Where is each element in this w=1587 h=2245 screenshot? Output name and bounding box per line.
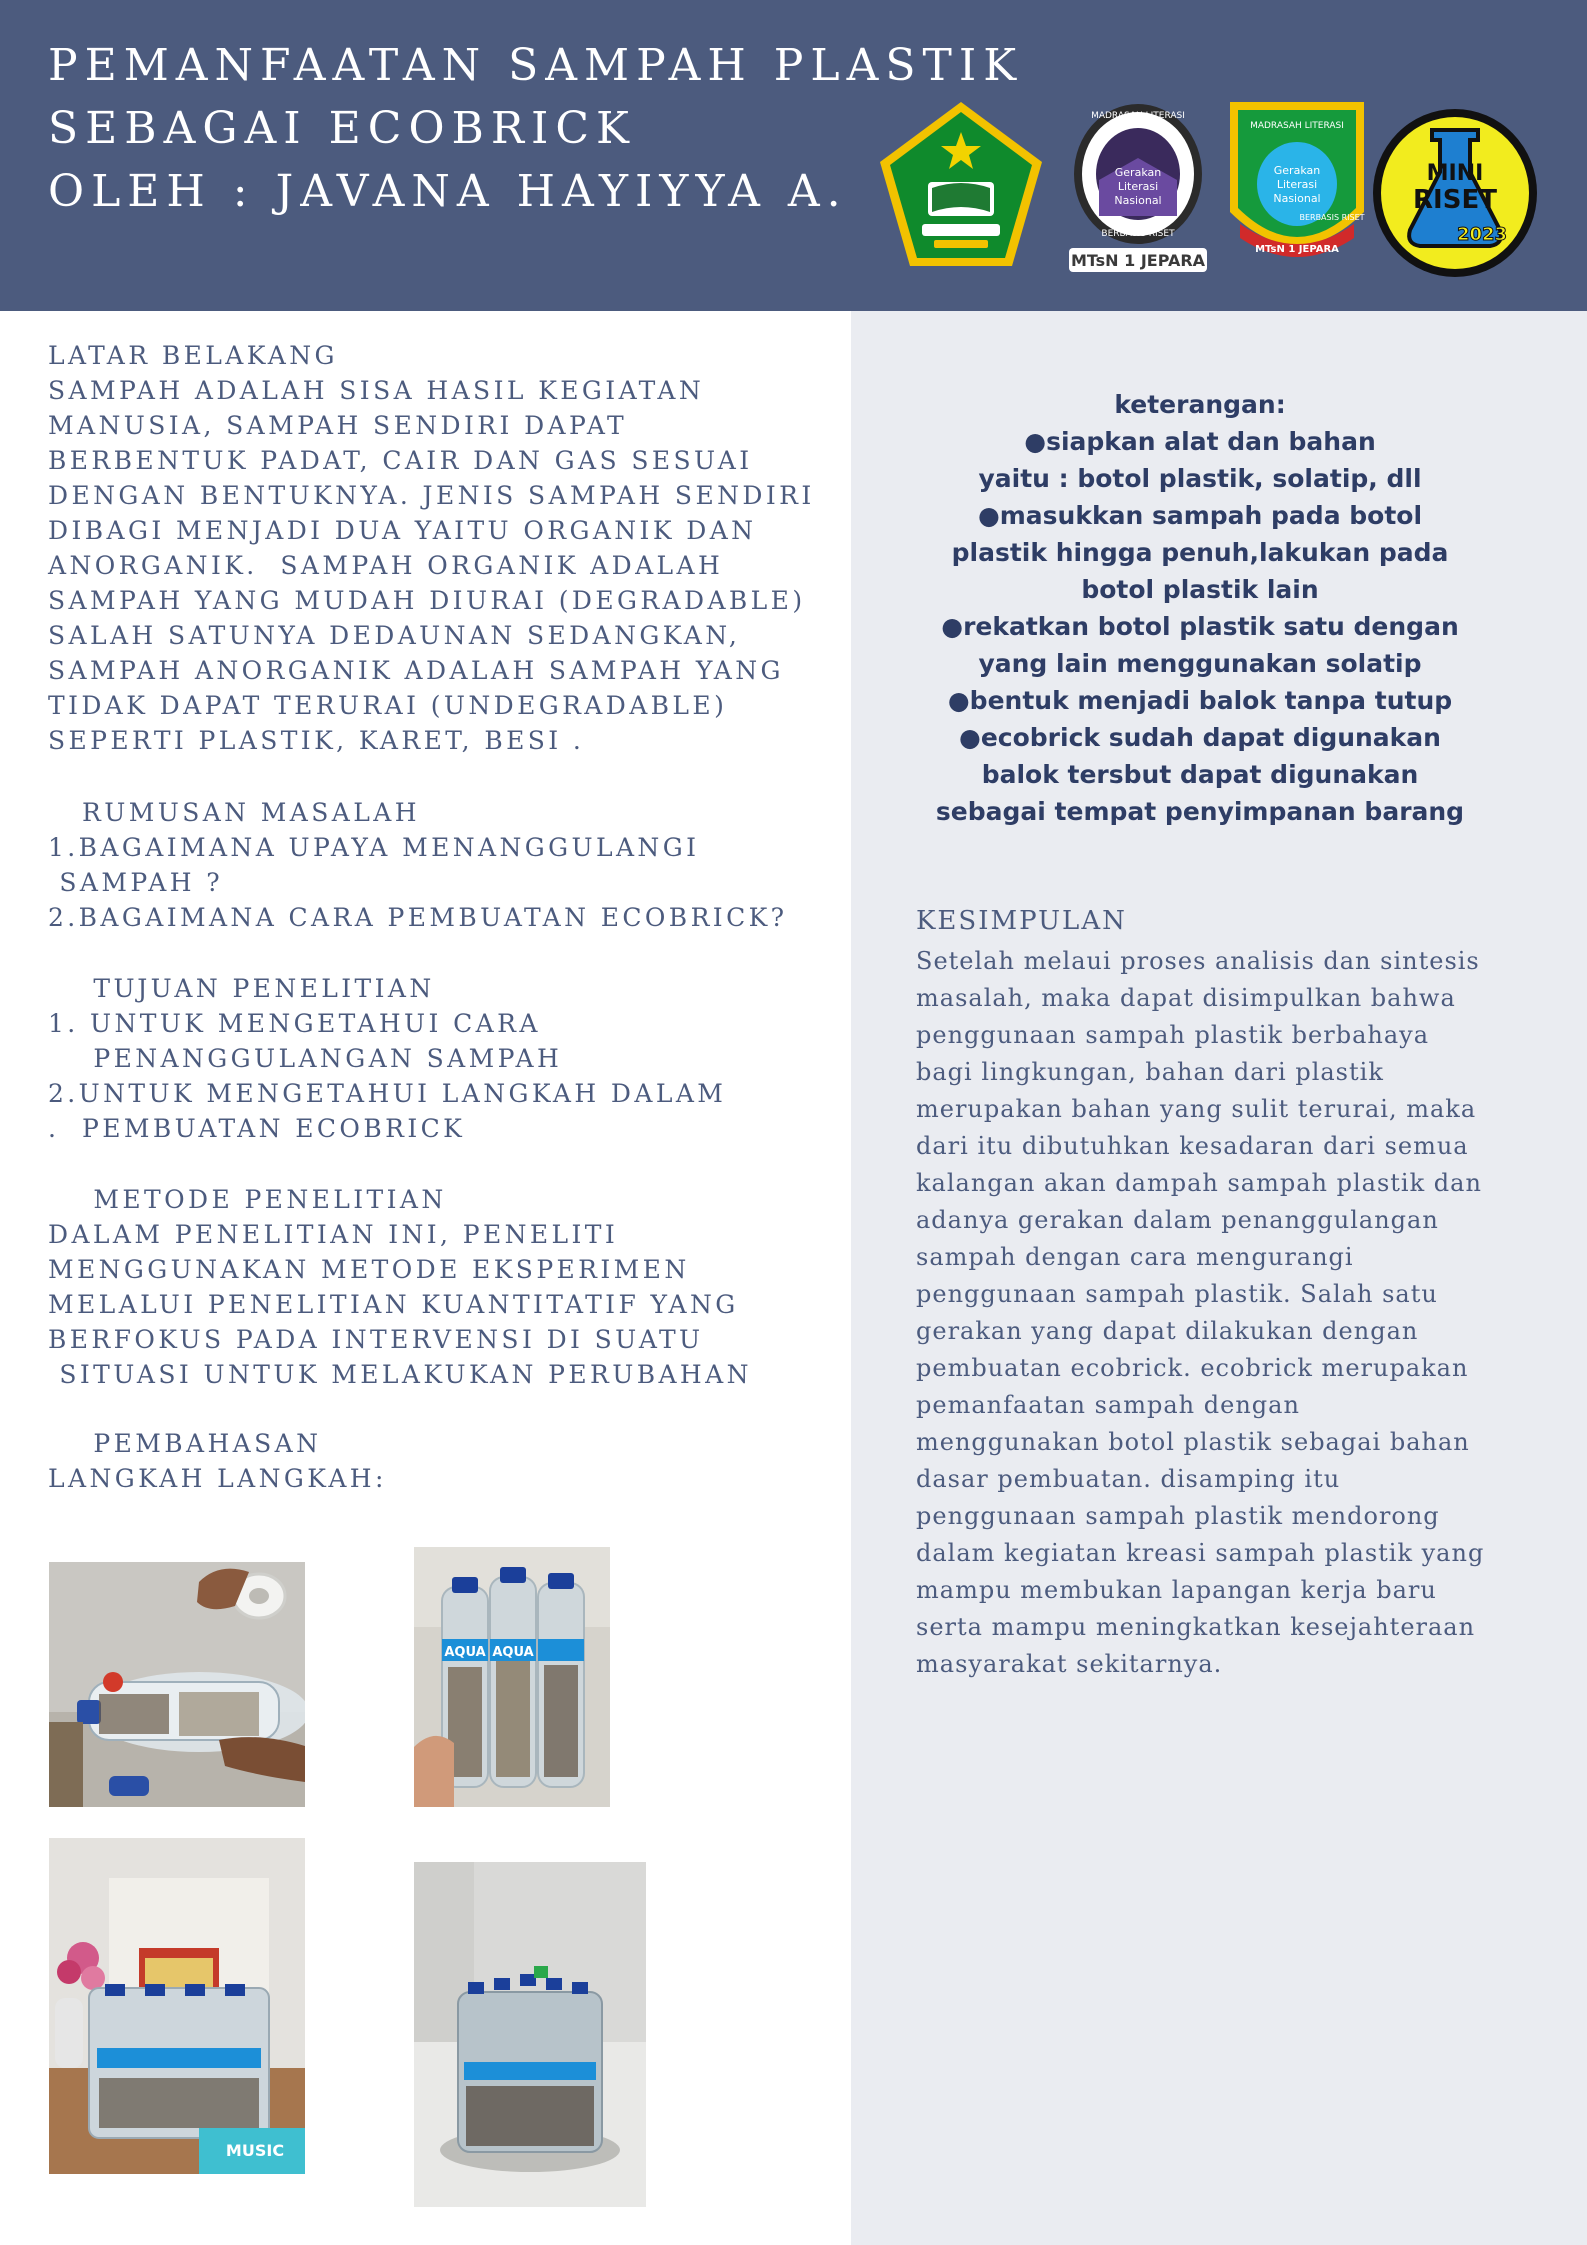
kesimpulan-line: penggunaan sampah plastik mendorong [916,1502,1440,1530]
keterangan-line: ●rekatkan botol plastik satu dengan [941,612,1459,641]
tujuan-penelitian-heading: TUJUAN PENELITIAN [48,974,435,1003]
kesimpulan-body [916,943,1516,1683]
latar-line: DIBAGI MENJADI DUA YAITU ORGANIK DAN [48,516,757,545]
latar-line: ANORGANIK. SAMPAH ORGANIK ADALAH [48,551,724,580]
poster-title-line-1: PEMANFAATAN SAMPAH PLASTIK [48,40,1024,91]
latar-belakang-heading: LATAR BELAKANG [48,341,338,370]
latar-line: SALAH SATUNYA DEDAUNAN SEDANGKAN, [48,621,741,650]
logo2-bottom-text: BERBASIS RISET [1101,229,1175,239]
kesimpulan-line: menggunakan botol plastik sebagai bahan [916,1428,1470,1456]
logo2-inner-text-2: Literasi [1117,180,1159,193]
kesimpulan-line: kalangan akan dampah sampah plastik dan [916,1169,1482,1197]
photo-taping-bottles [49,1562,305,1807]
aqua-label-text-1: AQUA [444,1645,486,1660]
logo3-inner-text-3: Nasional [1273,192,1321,205]
latar-line: BERBENTUK PADAT, CAIR DAN GAS SESUAI [48,446,753,475]
rumusan-masalah-heading: RUMUSAN MASALAH [48,798,420,827]
kesimpulan-line: adanya gerakan dalam penanggulangan [916,1206,1439,1234]
logo2-inner-text-1: Gerakan [1114,166,1162,179]
kesimpulan-line: pemanfaatan sampah dengan [916,1391,1300,1419]
logo3-bottom-text: BERBASIS RISET [1299,213,1365,222]
kesimpulan-line: merupakan bahan yang sulit terurai, maka [916,1095,1477,1123]
kesimpulan-line: masyarakat sekitarnya. [916,1650,1223,1678]
logo2-top-text: MADRASAH LITERASI [1091,111,1185,121]
poster-title-line-2: SEBAGAI ECOBRICK [48,103,636,154]
logo2-inner-text-3: Nasional [1114,194,1162,207]
madrasah-literasi-shield-logo [1220,92,1374,278]
pembahasan-heading: PEMBAHASAN [48,1429,322,1458]
keterangan-line: botol plastik lain [1081,575,1319,604]
keterangan-line: ●siapkan alat dan bahan [1024,427,1376,456]
metode-penelitian-heading: METODE PENELITIAN [48,1185,447,1214]
keterangan-line: yaitu : botol plastik, solatip, dll [978,464,1422,493]
logo3-school-name: MTsN 1 JEPARA [1255,244,1339,255]
pembahasan-section [48,1426,387,1496]
tujuan-line: 2.UNTUK MENGETAHUI LANGKAH DALAM [48,1079,727,1108]
kesimpulan-line: gerakan yang dapat dilakukan dengan [916,1317,1419,1345]
keterangan-line: ●ecobrick sudah dapat digunakan [959,723,1441,752]
rumusan-line: 2.BAGAIMANA CARA PEMBUATAN ECOBRICK? [48,903,788,932]
kesimpulan-line: penggunaan sampah plastik. Salah satu [916,1280,1438,1308]
keterangan-line: balok tersbut dapat digunakan [981,760,1419,789]
tujuan-line: 1. UNTUK MENGETAHUI CARA [48,1009,541,1038]
kesimpulan-line: pembuatan ecobrick. ecobrick merupakan [916,1354,1469,1382]
kesimpulan-line: penggunaan sampah plastik berbahaya [916,1021,1430,1049]
logo3-top-text: MADRASAH LITERASI [1250,121,1344,131]
poster-title-line-3: OLEH : JAVANA HAYIYYA A. [48,166,848,217]
kesimpulan-line: dalam kegiatan kreasi sampah plastik yang [916,1539,1485,1567]
latar-line: TIDAK DAPAT TERURAI (UNDEGRADABLE) [48,691,728,720]
metode-line: DALAM PENELITIAN INI, PENELITI [48,1220,619,1249]
latar-line: MANUSIA, SAMPAH SENDIRI DAPAT [48,411,628,440]
kesimpulan-line: sampah dengan cara mengurangi [916,1243,1354,1271]
mini-riset-logo [1370,106,1540,280]
metode-line: MELALUI PENELITIAN KUANTITATIF YANG [48,1290,739,1319]
logo3-inner-text-1: Gerakan [1273,164,1321,177]
rumusan-line: 1.BAGAIMANA UPAYA MENANGGULANGI [48,833,700,862]
latar-line: DENGAN BENTUKNYA. JENIS SAMPAH SENDIRI [48,481,815,510]
kesimpulan-line: bagi lingkungan, bahan dari plastik [916,1058,1384,1086]
logo3-inner-text-2: Literasi [1276,178,1318,191]
kesimpulan-line: Setelah melaui proses analisis dan sintesis [916,947,1480,975]
pembahasan-line: LANGKAH LANGKAH: [48,1464,387,1493]
metode-line: MENGGUNAKAN METODE EKSPERIMEN [48,1255,690,1284]
tujuan-line: . PEMBUATAN ECOBRICK [48,1114,466,1143]
keterangan-line: yang lain menggunakan solatip [978,649,1422,678]
keterangan-line: plastik hingga penuh,lakukan pada [951,538,1449,567]
metode-penelitian-section [48,1182,752,1392]
aqua-label-text-2: AQUA [492,1645,534,1660]
keterangan-heading: keterangan: [1114,390,1286,419]
latar-line: SAMPAH ANORGANIK ADALAH SAMPAH YANG [48,656,784,685]
latar-line: SAMPAH ADALAH SISA HASIL KEGIATAN [48,376,705,405]
kesimpulan-heading: KESIMPULAN [916,906,1127,936]
logo4-year: 2023 [1456,224,1508,245]
keterangan-block [900,386,1500,830]
latar-line: SEPERTI PLASTIK, KARET, BESI . [48,726,585,755]
rumusan-line: SAMPAH ? [48,868,224,897]
tujuan-line: PENANGGULANGAN SAMPAH [48,1044,563,1073]
metode-line: BERFOKUS PADA INTERVENSI DI SUATU [48,1325,704,1354]
keterangan-line: sebagai tempat penyimpanan barang [935,797,1465,826]
music-label-text: MUSIC [225,2141,285,2160]
photo-ecobrick-block [414,1862,646,2207]
kemenag-logo [872,96,1050,276]
kesimpulan-line: masalah, maka dapat disimpulkan bahwa [916,984,1456,1012]
keterangan-line: ●bentuk menjadi balok tanpa tutup [947,686,1453,715]
logo2-school-name: MTsN 1 JEPARA [1070,251,1206,270]
kesimpulan-line: dari itu dibutuhkan kesadaran dari semua [916,1132,1469,1160]
photo-three-aqua-bottles [414,1547,610,1807]
rumusan-masalah-section [48,795,787,935]
logo4-text-mini: MINI [1426,161,1484,186]
kesimpulan-line: dasar pembuatan. disamping itu [916,1465,1341,1493]
latar-line: SAMPAH YANG MUDAH DIURAI (DEGRADABLE) [48,586,806,615]
latar-belakang-section [48,338,815,758]
madrasah-literasi-logo [1063,98,1213,282]
tujuan-penelitian-section [48,971,726,1146]
kesimpulan-line: serta mampu meningkatkan kesejahteraan [916,1613,1476,1641]
keterangan-line: ●masukkan sampah pada botol [977,501,1423,530]
logo4-text-riset: RISET [1413,185,1497,215]
photo-ecobrick-box-with-items [49,1838,305,2174]
metode-line: SITUASI UNTUK MELAKUKAN PERUBAHAN [48,1360,752,1389]
kesimpulan-line: mampu membukan lapangan kerja baru [916,1576,1437,1604]
header-banner [0,0,1587,311]
